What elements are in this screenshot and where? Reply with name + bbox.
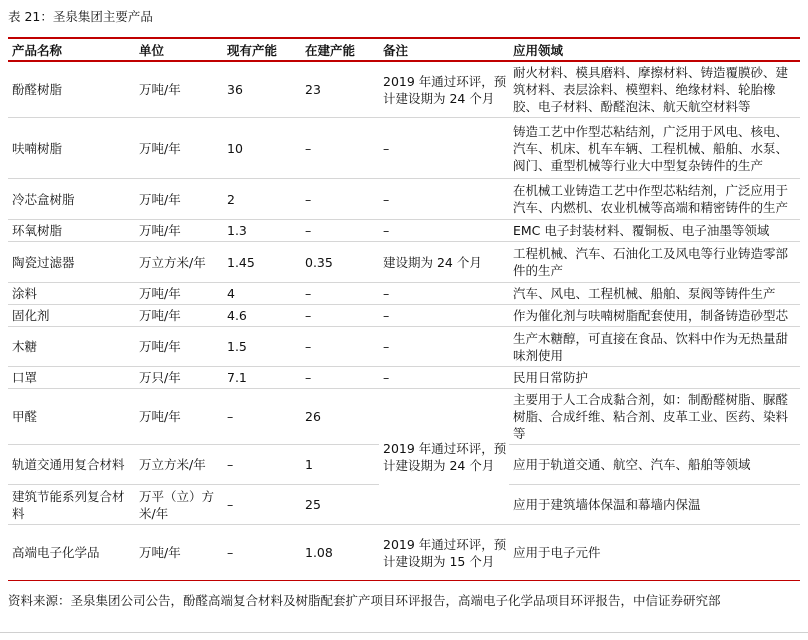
cell-building: – (305, 223, 312, 238)
header-unit: 单位 (139, 42, 165, 58)
cell-note: 2019 年通过环评，预计建设期为 24 个月 (383, 73, 507, 106)
table-row (8, 61, 800, 118)
cell-building: 25 (305, 497, 321, 512)
cell-building: 26 (305, 409, 321, 424)
cell-building: 1 (305, 457, 313, 472)
cell-application: 在机械工业铸造工艺中作型芯粘结剂，广泛应用于汽车、内燃机、农业机械等高端和精密铸件的生产 (513, 183, 789, 215)
table-header-row (8, 38, 800, 61)
table-row (8, 242, 800, 283)
cell-existing: 4.6 (227, 308, 247, 323)
table-row (8, 118, 800, 179)
cell-building: – (305, 370, 312, 385)
cell-building: 23 (305, 82, 321, 97)
cell-existing: – (227, 457, 234, 472)
cell-existing: 7.1 (227, 370, 247, 385)
cell-note: – (383, 191, 390, 207)
table-row (8, 220, 800, 242)
cell-application: 汽车、风电、工程机械、船舶、泵阀等铸件生产 (513, 286, 776, 301)
cell-unit: 万吨/年 (139, 140, 181, 156)
cell-application: 铸造工艺中作型芯粘结剂，广泛用于风电、核电、汽车、机床、机车车辆、工程机械、船舶、水泵、阀门、重型机械等行业大中型复杂铸件的生产 (513, 123, 789, 173)
cell-name: 高端电子化学品 (12, 545, 100, 560)
header-product-name: 产品名称 (12, 42, 63, 58)
page-divider (0, 632, 808, 633)
cell-building: – (305, 308, 312, 323)
cell-name: 固化剂 (12, 308, 50, 323)
header-building-capacity: 在建产能 (305, 42, 356, 58)
cell-note: – (383, 223, 390, 238)
cell-note: – (383, 370, 390, 385)
table-row (8, 283, 800, 305)
cell-unit: 万吨/年 (139, 339, 181, 354)
cell-existing: – (227, 409, 234, 424)
cell-unit: 万吨/年 (139, 191, 181, 207)
cell-existing: 2 (227, 191, 235, 207)
products-table (8, 37, 800, 581)
cell-existing: 1.45 (227, 254, 255, 270)
table-title: 表 21：圣泉集团主要产品 (8, 9, 153, 24)
cell-unit: 万吨/年 (139, 545, 181, 560)
cell-application: 生产木糖醇，可直接在食品、饮料中作为无热量甜味剂使用 (513, 330, 789, 363)
cell-unit: 万平（立）方米/年 (139, 488, 215, 521)
cell-name: 酚醛树脂 (12, 82, 63, 97)
cell-application: 主要用于人工合成黏合剂，如：制酚醛树脂、脲醛树脂、合成纤维、粘合剂、皮革工业、医药、染料等 (513, 392, 789, 441)
cell-name: 轨道交通用复合材料 (12, 457, 125, 472)
cell-application: 应用于电子元件 (513, 545, 601, 560)
cell-existing: 1.5 (227, 339, 247, 354)
cell-note: – (383, 308, 390, 323)
cell-application: EMC 电子封装材料、覆铜板、电子油墨等领域 (513, 223, 770, 238)
cell-application: 工程机械、汽车、石油化工及风电等行业铸造零部件的生产 (513, 246, 789, 278)
cell-name: 呋喃树脂 (12, 140, 63, 156)
cell-unit: 万只/年 (139, 370, 181, 385)
cell-application: 耐火材料、模具磨料、摩擦材料、铸造覆膜砂、建筑材料、表层涂料、模塑料、绝缘材料、轮胎橡胶、电子材料、酚醛泡沫、航天航空材料等 (513, 65, 789, 114)
cell-note: 建设期为 24 个月 (383, 254, 482, 270)
cell-building: 0.35 (305, 254, 333, 270)
cell-note: 2019 年通过环评，预计建设期为 15 个月 (383, 536, 507, 569)
cell-application: 应用于轨道交通、航空、汽车、船舶等领域 (513, 457, 751, 472)
cell-existing: 4 (227, 286, 235, 301)
cell-application: 作为催化剂与呋喃树脂配套使用，制备铸造砂型芯 (513, 308, 789, 323)
header-application: 应用领域 (513, 42, 564, 58)
table-row (8, 179, 800, 220)
cell-unit: 万吨/年 (139, 223, 181, 238)
cell-unit: 万吨/年 (139, 308, 181, 323)
cell-unit: 万吨/年 (139, 82, 181, 97)
cell-name: 涂料 (12, 286, 38, 301)
table-row (8, 327, 800, 367)
table-row (8, 389, 800, 445)
cell-note-merged: 2019 年通过环评，预计建设期为 24 个月 (383, 440, 507, 473)
table-row (8, 367, 800, 389)
cell-application: 应用于建筑墙体保温和幕墙内保温 (513, 497, 701, 512)
cell-existing: – (227, 545, 234, 560)
header-note: 备注 (383, 42, 409, 58)
cell-building: – (305, 140, 312, 156)
cell-existing: 1.3 (227, 223, 247, 238)
table-row (8, 305, 800, 327)
cell-building: – (305, 191, 312, 207)
cell-unit: 万吨/年 (139, 409, 181, 424)
cell-unit: 万立方米/年 (139, 457, 206, 472)
cell-existing: 10 (227, 140, 243, 156)
cell-unit: 万立方米/年 (139, 254, 206, 270)
cell-application: 民用日常防护 (513, 370, 589, 385)
cell-name: 冷芯盒树脂 (12, 191, 75, 207)
cell-note: – (383, 339, 390, 354)
cell-name: 建筑节能系列复合材料 (12, 488, 125, 521)
cell-name: 木糖 (12, 339, 38, 354)
cell-name: 陶瓷过滤器 (12, 254, 75, 270)
cell-note: – (383, 140, 390, 156)
cell-building: 1.08 (305, 545, 333, 560)
cell-building: – (305, 286, 312, 301)
table-row (8, 525, 800, 581)
header-existing-capacity: 现有产能 (227, 42, 278, 58)
cell-note: – (383, 286, 390, 301)
cell-existing: – (227, 497, 234, 512)
cell-existing: 36 (227, 82, 243, 97)
cell-unit: 万吨/年 (139, 286, 181, 301)
cell-name: 甲醛 (12, 409, 38, 424)
cell-name: 环氧树脂 (12, 223, 63, 238)
source-note: 资料来源：圣泉集团公司公告，酚醛高端复合材料及树脂配套扩产项目环评报告，高端电子化学品项目环评报告，中信证券研究部 (8, 593, 721, 608)
cell-building: – (305, 339, 312, 354)
cell-name: 口罩 (12, 370, 38, 385)
